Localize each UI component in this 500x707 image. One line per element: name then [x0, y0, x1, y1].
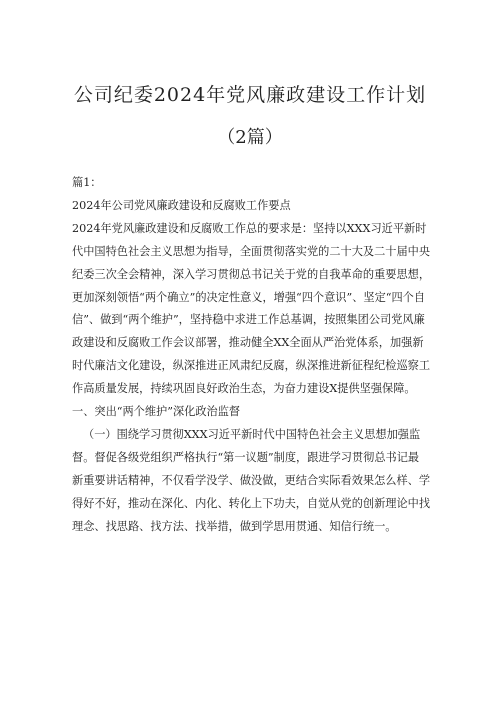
paragraph-2: （一）围绕学习贯彻XXX习近平新时代中国特色社会主义思想加强监督。督促各级党组织严格执行“第一议题”制度，跟进学习贯彻总书记最新重要讲话精神，不仅看学没学、做没做，更结合实际看效果怎么样、学得好不好，推动在深化、内化、转化上下功夫，自觉从党的创新理论中找理念、找思路、找方法、找举措，做到学思用贯通、知信行统一。	[72, 427, 431, 533]
document-subtitle: （2篇）	[217, 127, 283, 148]
document-title: 公司纪委2024年党风廉政建设工作计划	[73, 84, 427, 106]
section-1-heading: 一、突出“两个维护”深化政治监督	[72, 405, 241, 419]
part-label: 篇1：	[72, 176, 102, 189]
document-body	[72, 172, 430, 539]
paragraph-1: 2024年党风廉政建设和反腐败工作总的要求是：坚持以XXX习近平新时代中国特色社会主义思想为指导，全面贯彻落实党的二十大及二十届中央纪委三次全会精神，深入学习贯彻总书记关于党的自我革命的重要思想，更加深刻领悟“两个确立”的决定性意义，增强“四个意识”、坚定“四个自信”、做到“两个维护”，坚持稳中求进工作总基调，按照集团公司党风廉政建设和反腐败工作会议部署，推动健全XX全面从严治党体系，加强新时代廉洁文化建设，纵深推进正风肃纪反腐，纵深推进新征程纪检巡察工作高质量发展，持续巩固良好政治生态，为奋力建设X提供坚强保障。	[72, 221, 431, 396]
section-heading: 2024年公司党风廉政建设和反腐败工作要点	[72, 198, 291, 212]
